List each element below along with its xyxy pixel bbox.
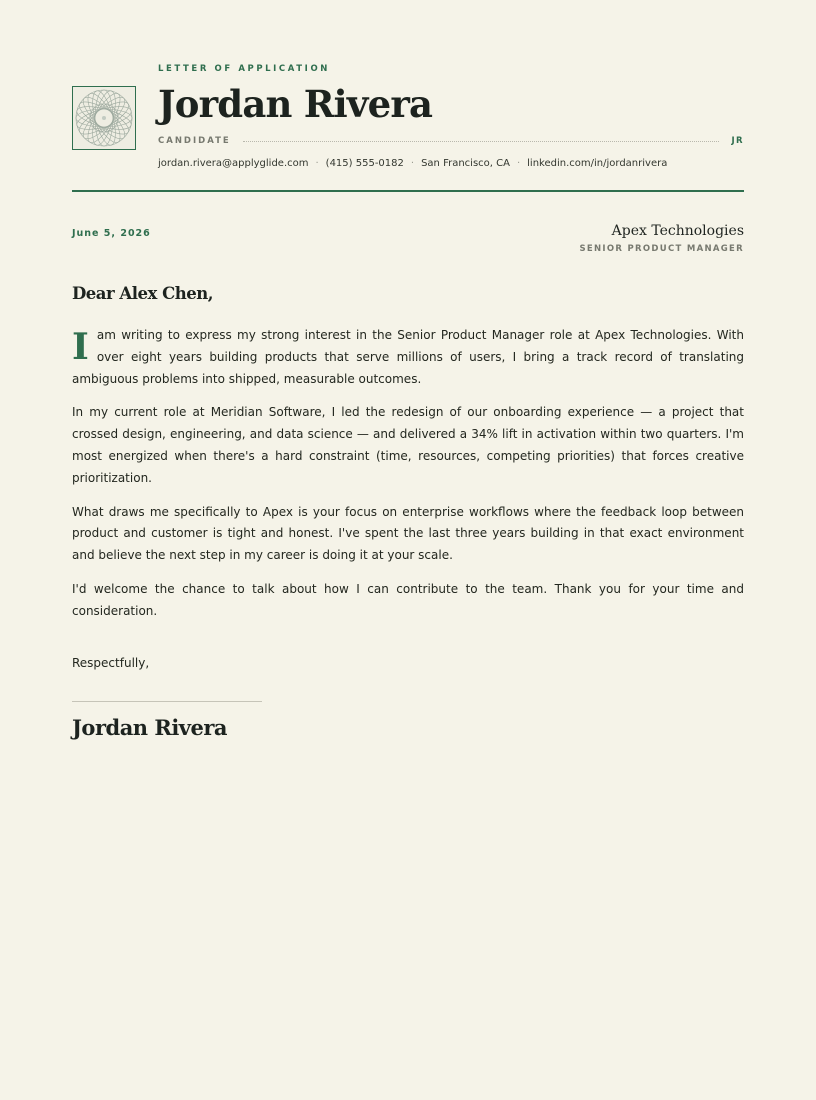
contact-email[interactable]: jordan.rivera@applyglide.com	[158, 158, 309, 169]
body-paragraph: In my current role at Meridian Software, I led the redesign of our onboarding experience — a project that crossed design, engineering, and data science — and delivered a 34% lift in activation within two quarters. I'm most energized when there's a hard constraint (time, resources, competing priorities) that forces creative prioritization.	[72, 405, 744, 485]
letter-date: June 5, 2026	[72, 228, 151, 239]
candidate-label: CANDIDATE	[158, 136, 231, 146]
body-paragraph-text: am writing to express my strong interest in the Senior Product Manager role at Apex Technologies. With over eight years building products that serve millions of users, I bring a track record of translating ambiguous problems into shipped, measurable outcomes.	[72, 328, 744, 386]
dotted-divider	[243, 141, 720, 142]
body-paragraph: What draws me specifically to Apex is your focus on enterprise workflows where the feedback loop between product and customer is tight and honest. I've spent the last three years building in that exact environment and believe the next step in my career is doing it at your scale.	[72, 504, 744, 563]
signature-line	[72, 701, 262, 702]
recipient-position: SENIOR PRODUCT MANAGER	[579, 244, 744, 254]
candidate-row	[158, 135, 744, 147]
header-divider	[72, 190, 744, 192]
letter-body	[72, 325, 744, 635]
contact-separator: ·	[315, 158, 319, 169]
salutation: Dear Alex Chen,	[72, 284, 213, 303]
ornament-icon	[72, 86, 136, 150]
body-paragraph	[72, 325, 744, 390]
contact-separator: ·	[516, 158, 521, 169]
letter-header	[72, 0, 744, 193]
contact-separator: ·	[410, 158, 415, 169]
letter-page	[72, 0, 744, 740]
recipient-company: Apex Technologies	[611, 223, 744, 239]
candidate-initials: JR	[731, 136, 744, 146]
document-eyebrow: LETTER OF APPLICATION	[158, 64, 330, 74]
signature-name: Jordan Rivera	[72, 715, 228, 740]
drop-cap: I	[72, 326, 89, 368]
contact-info	[158, 158, 667, 169]
body-paragraph: I'd welcome the chance to talk about how I can contribute to the team. Thank you for your time and consideration.	[72, 581, 744, 618]
letter-meta	[72, 193, 744, 283]
contact-linkedin[interactable]: linkedin.com/in/jordanrivera	[527, 158, 668, 169]
contact-phone[interactable]: (415) 555-0182	[325, 158, 404, 169]
closing: Respectfully,	[72, 656, 150, 670]
contact-location: San Francisco, CA	[421, 158, 510, 169]
candidate-name: Jordan Rivera	[158, 82, 433, 126]
